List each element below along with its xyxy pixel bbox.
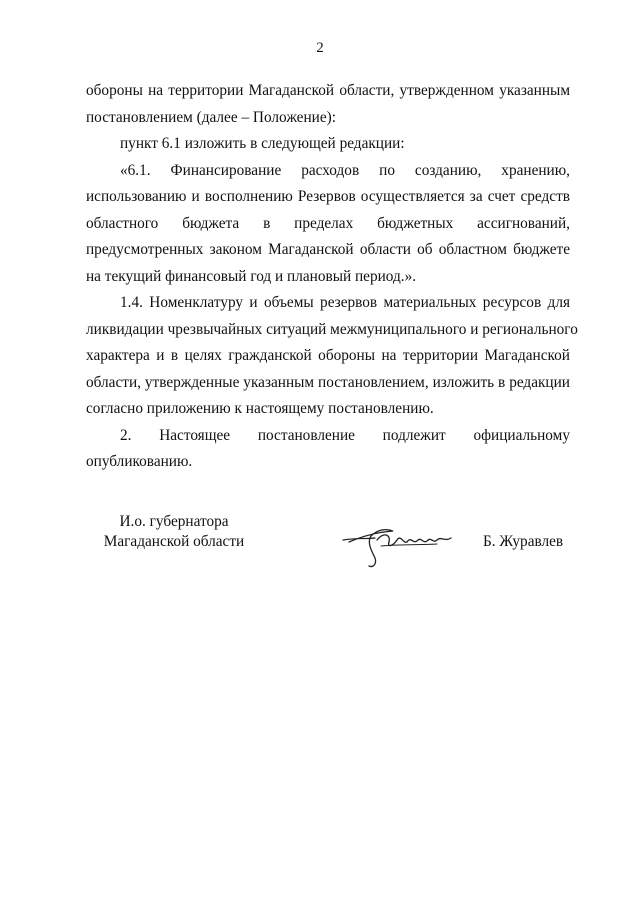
paragraph xyxy=(86,423,570,476)
text-line: на текущий финансовый год и плановый период.». xyxy=(86,267,417,285)
text-line: 1.4. Номенклатуру и объемы резервов материальных ресурсов для xyxy=(120,294,570,311)
paragraph xyxy=(86,131,570,158)
paragraph xyxy=(86,290,578,423)
text-line: предусмотренных законом Магаданской области об областном бюджете xyxy=(86,241,570,258)
text-line: пункт 6.1 изложить в следующей редакции: xyxy=(120,135,405,152)
text-line: областного бюджета в пределах бюджетных ассигнований, xyxy=(86,214,570,232)
signatory-title-line: И.о. губернатора xyxy=(119,513,229,530)
paragraph xyxy=(86,78,570,131)
page-number: 2 xyxy=(316,40,324,56)
text-line: «6.1. Финансирование расходов по созданию, хранению, xyxy=(120,161,570,179)
text-line: постановлением (далее – Положение): xyxy=(86,108,336,126)
signature-block xyxy=(86,512,570,582)
handwritten-signature xyxy=(341,514,461,569)
signatory-name: Б. Журавлев xyxy=(483,533,564,550)
text-line: характера и в целях гражданской обороны на территории Магаданской xyxy=(86,347,570,364)
text-line: ликвидации чрезвычайных ситуаций межмуниципального и регионального xyxy=(86,320,578,338)
signatory-title xyxy=(94,512,254,552)
text-line: использованию и восполнению Резервов осуществляется за счет средств xyxy=(86,188,570,205)
text-line: опубликованию. xyxy=(86,453,193,470)
signatory-title-line: Магаданской области xyxy=(103,533,245,550)
text-line: обороны на территории Магаданской области, утвержденном указанным xyxy=(86,82,570,99)
text-line: области, утвержденные указанным постановлением, изложить в редакции xyxy=(86,373,570,391)
document-body xyxy=(86,78,578,476)
paragraph xyxy=(86,158,570,291)
text-line: 2. Настоящее постановление подлежит официальному xyxy=(120,426,570,444)
text-line: согласно приложению к настоящему постановлению. xyxy=(86,400,434,417)
